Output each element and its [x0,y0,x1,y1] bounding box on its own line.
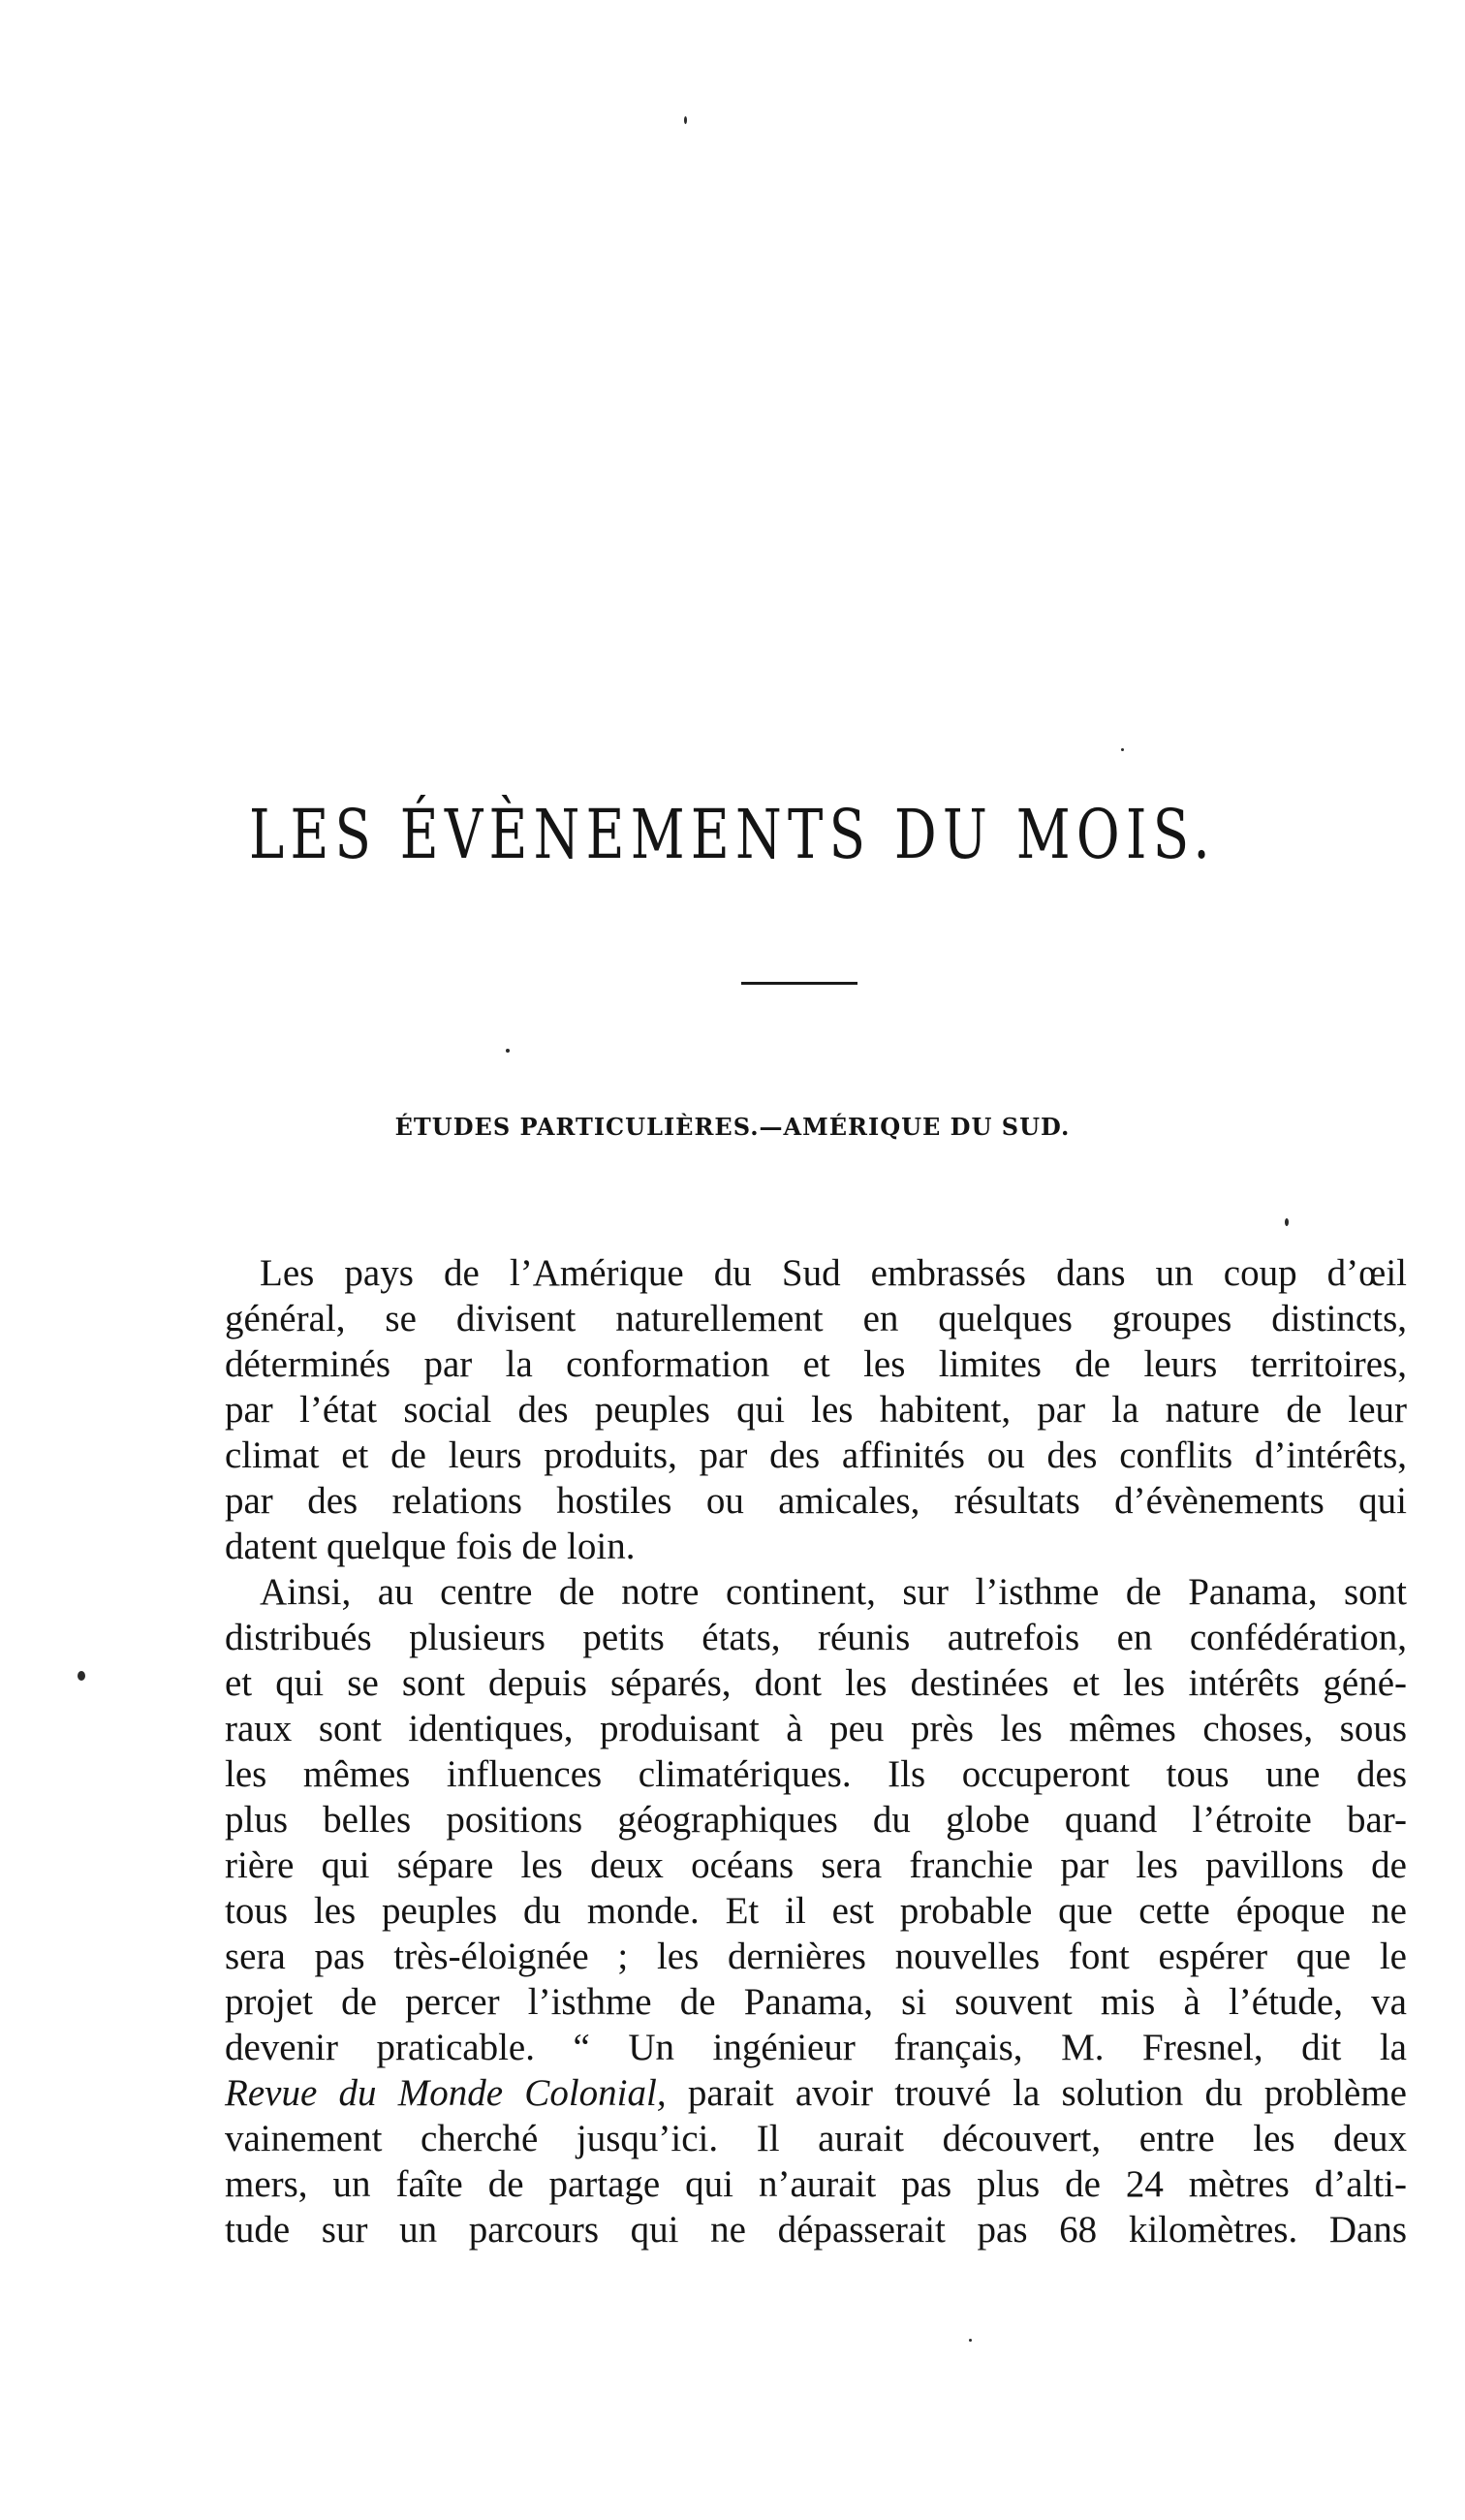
paragraph [225,1569,1407,2252]
text-line [225,2070,1407,2116]
text-fragment: parait avoir trouvé la solution du problème [666,2072,1407,2114]
text-line: déterminés par la conformation et les limites de leurs territoires, [225,1343,1407,1385]
text-line: raux sont identiques, produisant à peu près les mêmes choses, sous [225,1708,1407,1749]
ink-speck [78,1671,85,1681]
text-line: les mêmes influences climatériques. Ils occuperont tous une des [225,1753,1407,1795]
text-line: mers, un faîte de partage qui n’aurait pas plus de 24 mètres d’alti- [225,2163,1407,2205]
text-line: projet de percer l’isthme de Panama, si souvent mis à l’étude, va [225,1981,1407,2023]
ink-speck [1121,748,1124,751]
ink-speck [1285,1218,1289,1226]
text-line: climat et de leurs produits, par des affinités ou des conflits d’intérêts, [225,1434,1407,1476]
page-title: LES ÉVÈNEMENTS DU MOIS. [248,795,1217,874]
text-line: par l’état social des peuples qui les habitent, par la nature de leur [225,1389,1407,1431]
article-body [225,1250,1407,2252]
text-line: Ainsi, au centre de notre continent, sur l’isthme de Panama, sont [260,1571,1407,1613]
ink-speck [684,116,687,124]
text-line: par des relations hostiles ou amicales, résultats d’évènements qui [225,1480,1407,1522]
text-line: Les pays de l’Amérique du Sud embrassés dans un coup d’œil [260,1252,1407,1294]
text-line: rière qui sépare les deux océans sera franchie par les pavillons de [225,1844,1407,1886]
text-line: distribués plusieurs petits états, réunis autrefois en confédération, [225,1617,1407,1658]
text-line: tous les peuples du monde. Et il est probable que cette époque ne [225,1890,1407,1932]
title-rule [741,982,857,985]
text-line: datent quelque fois de loin. [225,1526,636,1567]
text-line: tude sur un parcours qui ne dépasserait pas 68 kilomètres. Dans [225,2209,1407,2251]
journal-title: Revue du Monde Colonial, [225,2072,667,2114]
text-line: plus belles positions géographiques du globe quand l’étroite bar- [225,1799,1407,1841]
text-line: vainement cherché jusqu’ici. Il aurait découvert, entre les deux [225,2118,1407,2159]
ink-speck [506,1049,510,1053]
paragraph [225,1250,1407,1569]
ink-speck [969,2339,972,2342]
text-line: et qui se sont depuis séparés, dont les destinées et les intérêts géné- [225,1662,1407,1704]
section-heading: ÉTUDES PARTICULIÈRES.—AMÉRIQUE DU SUD. [394,1113,1071,1141]
text-line: sera pas très-éloignée ; les dernières nouvelles font espérer que le [225,1936,1407,1977]
text-line: devenir praticable. “ Un ingénieur français, M. Fresnel, dit la [225,2027,1407,2068]
text-line: général, se divisent naturellement en quelques groupes distincts, [225,1298,1407,1339]
